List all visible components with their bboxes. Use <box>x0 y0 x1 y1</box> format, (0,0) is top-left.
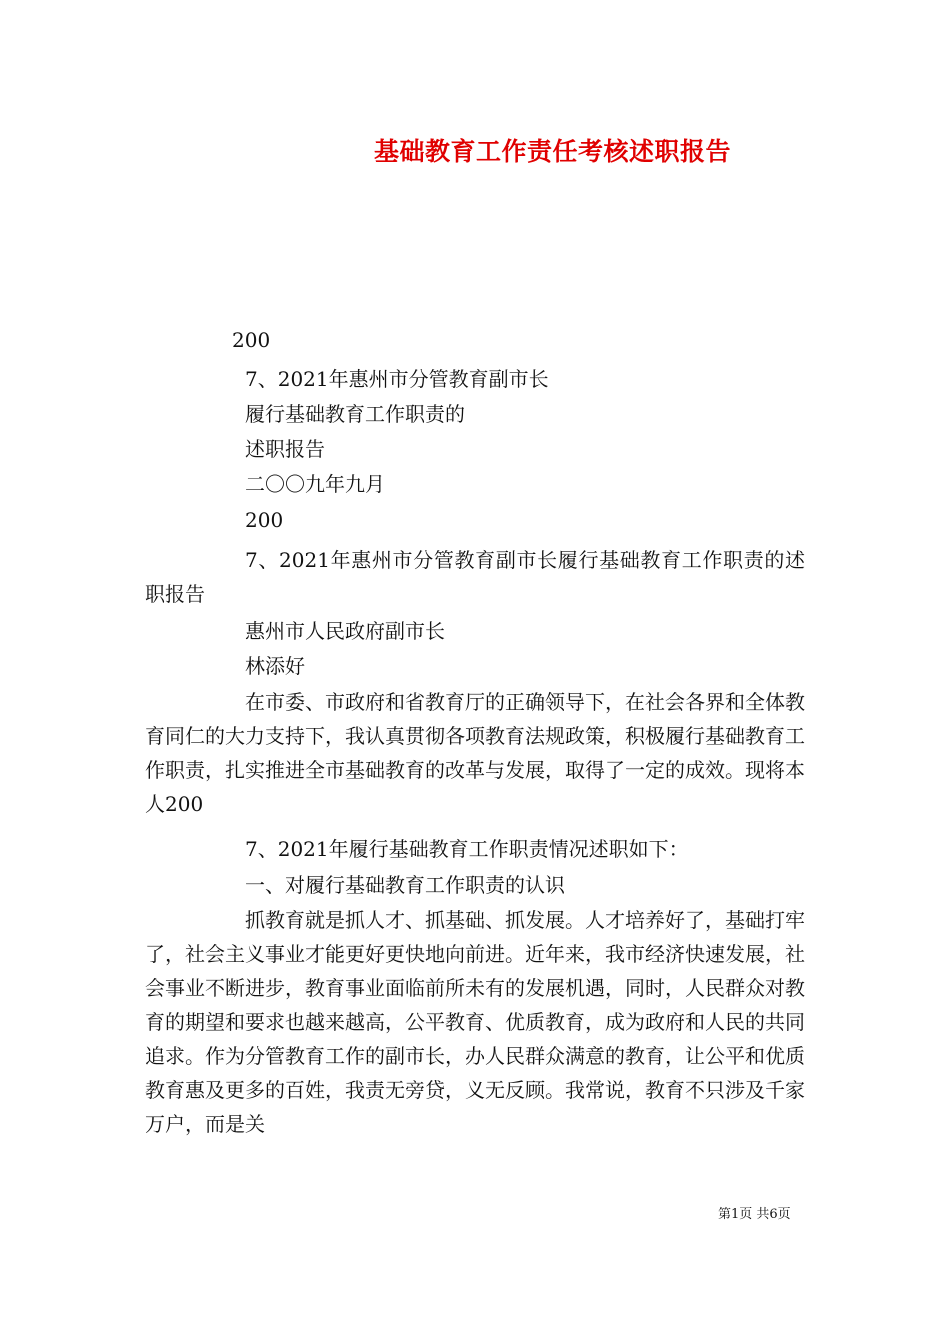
text-line: 200 <box>245 508 284 532</box>
text-line: 履行基础教育工作职责的 <box>245 402 465 426</box>
body-paragraph: 7、2021年惠州市分管教育副市长履行基础教育工作职责的述职报告 <box>145 548 805 606</box>
section-heading: 一、对履行基础教育工作职责的认识 <box>245 873 565 897</box>
document-title: 基础教育工作责任考核述职报告 <box>374 137 732 166</box>
body-paragraph: 抓教育就是抓人才、抓基础、抓发展。人才培养好了，基础打牢了，社会主义事业才能更好更快地向前进。近年来，我市经济快速发展，社会事业不断进步，教育事业面临前所未有的发展机遇，同时，人民群众对教育的期望和要求也越来越高，公平教育、优质教育，成为政府和人民的共同追求。作为分管教育工作的副市长，办人民群众满意的教育，让公平和优质教育惠及更多的百姓，我责无旁贷，义无反顾。我常说，教育不只涉及千家万户，而是关 <box>145 908 805 1136</box>
body-paragraph: 在市委、市政府和省教育厅的正确领导下，在社会各界和全体教育同仁的大力支持下，我认真贯彻各项教育法规政策，积极履行基础教育工作职责，扎实推进全市基础教育的改革与发展，取得了一定的成效。现将本人200 <box>145 690 805 816</box>
text-line: 7、2021年惠州市分管教育副市长 <box>245 367 549 391</box>
text-line: 200 <box>232 328 271 352</box>
text-line: 惠州市人民政府副市长 <box>245 619 445 643</box>
text-line: 林添好 <box>245 654 305 678</box>
page-number: 第1页 共6页 <box>718 1207 791 1222</box>
text-line: 7、2021年履行基础教育工作职责情况述职如下： <box>245 837 689 861</box>
text-line: 述职报告 <box>245 437 325 461</box>
text-line: 二〇〇九年九月 <box>245 472 385 496</box>
